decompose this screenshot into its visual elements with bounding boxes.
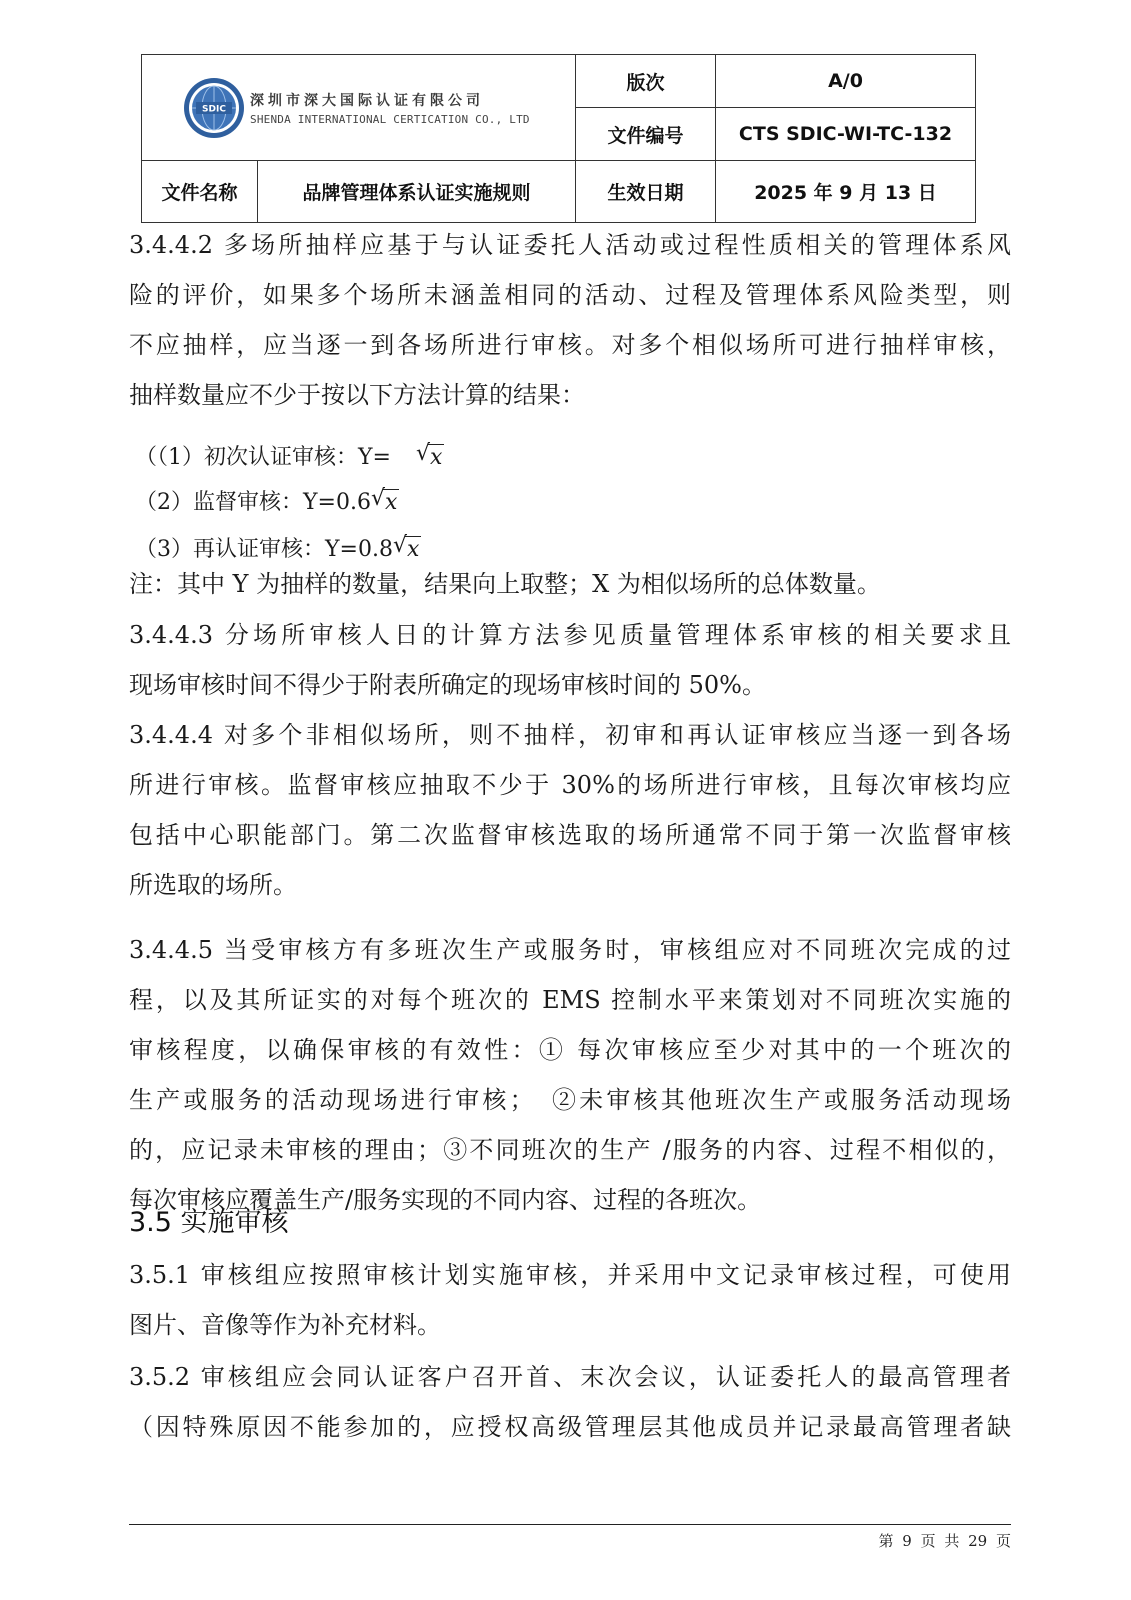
- formula-label: （3）再认证审核：Y=0.8: [135, 537, 393, 562]
- text-line: 所进行审核。监督审核应抽取不少于 30%的场所进行审核，且每次审核均应: [129, 771, 1011, 799]
- text-line: 每次审核应覆盖生产/服务实现的不同内容、过程的各班次。: [129, 1186, 762, 1214]
- text-line: 注：其中 Y 为抽样的数量，结果向上取整；X 为相似场所的总体数量。: [129, 570, 881, 598]
- sqrt-symbol: √ x: [415, 441, 443, 470]
- company-seal-icon: [182, 76, 246, 140]
- formula-label: （2）监督审核：Y=0.6: [135, 490, 371, 515]
- page-number: 第 9 页 共 29 页: [878, 1532, 1011, 1550]
- footer-divider: [129, 1524, 1011, 1525]
- text-line: （因特殊原因不能参加的，应授权高级管理层其他成员并记录最高管理者缺: [129, 1413, 1011, 1441]
- text-line: 生产或服务的活动现场进行审核； ②未审核其他班次生产或服务活动现场: [129, 1086, 1011, 1114]
- paragraph-3-5-1: [129, 1250, 1011, 1350]
- paragraph-3-5-2: [129, 1352, 1011, 1452]
- effective-date-value: 2025 年 9 月 13 日: [716, 161, 976, 223]
- text-line: 的，应记录未审核的理由；③不同班次的生产 /服务的内容、过程不相似的，: [129, 1136, 1011, 1164]
- text-line: 3.4.4.4 对多个非相似场所，则不抽样，初审和再认证审核应当逐一到各场: [129, 721, 1011, 749]
- sqrt-symbol: √ x: [370, 486, 398, 515]
- seal-text: SDIC: [202, 104, 226, 114]
- doc-name-label: 文件名称: [142, 161, 258, 223]
- sqrt-symbol: √ x: [392, 533, 420, 562]
- text-line: 所选取的场所。: [129, 871, 297, 899]
- document-header-table: [141, 54, 976, 223]
- formula-surveillance-audit: [135, 485, 399, 516]
- text-line: 3.5.2 审核组应会同认证客户召开首、末次会议，认证委托人的最高管理者: [129, 1363, 1011, 1391]
- company-name-cn: 深圳市深大国际认证有限公司: [250, 92, 484, 109]
- text-line: 程，以及其所证实的对每个班次的 EMS 控制水平来策划对不同班次实施的: [129, 986, 1011, 1014]
- paragraph-3-4-4-3: [129, 610, 1011, 710]
- text-line: 3.5.1 审核组应按照审核计划实施审核，并采用中文记录审核过程，可使用: [129, 1261, 1011, 1289]
- text-line: 3.4.4.3 分场所审核人日的计算方法参见质量管理体系审核的相关要求且: [129, 621, 1011, 649]
- text-line: 抽样数量应不少于按以下方法计算的结果：: [129, 381, 585, 409]
- company-name-en: SHENDA INTERNATIONAL CERTICATION CO., LTD: [250, 112, 530, 126]
- doc-name-value: 品牌管理体系认证实施规则: [258, 161, 576, 223]
- section-heading-3-5: 3.5 实施审核: [129, 1207, 289, 1238]
- text-line: 图片、音像等作为补充材料。: [129, 1311, 441, 1339]
- formula-label: （（1）初次认证审核：Y=: [135, 445, 391, 470]
- text-line: 审核程度，以确保审核的有效性：① 每次审核应至少对其中的一个班次的: [129, 1036, 1011, 1064]
- version-label: 版次: [576, 55, 716, 108]
- doc-number-value: CTS SDIC-WI-TC-132: [716, 108, 976, 161]
- text-line: 现场审核时间不得少于附表所确定的现场审核时间的 50%。: [129, 671, 766, 699]
- formula-initial-audit: [135, 440, 444, 471]
- text-line: 3.4.4.5 当受审核方有多班次生产或服务时，审核组应对不同班次完成的过: [129, 936, 1011, 964]
- text-line: 包括中心职能部门。第二次监督审核选取的场所通常不同于第一次监督审核: [129, 821, 1011, 849]
- doc-number-label: 文件编号: [576, 108, 716, 161]
- paragraph-3-4-4-2: [129, 220, 1011, 420]
- text-line: 险的评价，如果多个场所未涵盖相同的活动、过程及管理体系风险类型，则: [129, 281, 1011, 309]
- version-value: A/0: [716, 55, 976, 108]
- effective-date-label: 生效日期: [576, 161, 716, 223]
- paragraph-3-4-4-5: [129, 925, 1011, 1225]
- text-line: 不应抽样，应当逐一到各场所进行审核。对多个相似场所可进行抽样审核，: [129, 331, 1011, 359]
- paragraph-3-4-4-4: [129, 710, 1011, 910]
- note-paragraph: [129, 559, 1011, 609]
- text-line: 3.4.4.2 多场所抽样应基于与认证委托人活动或过程性质相关的管理体系风: [129, 231, 1011, 259]
- company-logo-block: [142, 55, 576, 161]
